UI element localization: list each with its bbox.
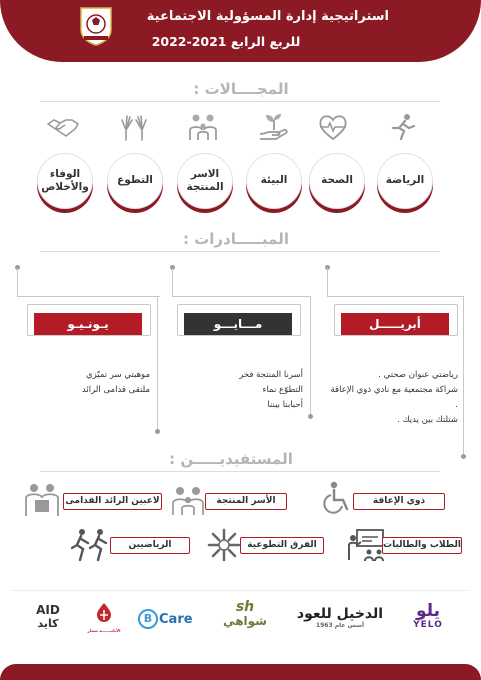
beneficiary-disabled: ذوي الإعاقة — [353, 493, 445, 510]
beneficiary-volunteer-teams: الفرق التطوعية — [240, 537, 324, 554]
beneficiary-productive-families: الأسر المنتجة — [205, 493, 287, 510]
timeline-line — [327, 268, 328, 296]
domain-environment: البيئة — [246, 153, 302, 209]
domain-sports: الرياضة — [377, 153, 433, 209]
list-item: أسرنا المنتجة فخر — [239, 370, 303, 380]
page-title: استراتيجية إدارة المسؤولية الاجتماعية — [146, 9, 389, 24]
list-item: رياضتي عنوان صحتي . — [378, 370, 458, 380]
beneficiary-veteran-players: لاعبين الرائد القدامى — [63, 493, 162, 510]
beneficiary-students: الطلاب والطالبات — [382, 537, 462, 554]
timeline-line — [463, 296, 464, 456]
classroom-icon — [347, 528, 385, 562]
divider — [40, 471, 440, 472]
list-item: التطوّع نماء — [262, 385, 303, 395]
athletes-icon — [70, 528, 112, 562]
aid-logo-arabic: كايد — [37, 617, 59, 630]
list-item: ملتقى قدامى الرائد — [81, 385, 150, 395]
timeline-dot — [461, 454, 466, 459]
beneficiaries-heading: المستفيديـــــن : — [169, 450, 293, 468]
initiative-list-june — [50, 368, 150, 398]
domain-volunteering: التطوع — [107, 153, 163, 209]
aldakheel-logo-text: الدخيل للعود — [296, 606, 384, 622]
timeline-line — [172, 296, 310, 297]
bcare-logo-mark: B — [138, 609, 158, 629]
sponsor-anakeel — [82, 602, 126, 633]
page-subtitle: للربع الرابع 2021-2022 — [151, 34, 301, 49]
timeline-line — [157, 296, 158, 431]
timeline-dot — [155, 429, 160, 434]
anakeel-logo-icon — [94, 602, 114, 624]
family-icon — [170, 484, 206, 516]
handshake-icon — [46, 112, 80, 142]
domain-loyalty: الوفاء والأخلاص — [37, 153, 93, 209]
divider — [40, 251, 440, 252]
beneficiary-athletes: الرياضيين — [110, 537, 190, 554]
yelo-logo-latin: YELO — [413, 620, 443, 630]
heartbeat-icon — [316, 112, 350, 142]
divider — [40, 101, 440, 102]
plant-hand-icon — [257, 112, 291, 142]
divider — [10, 590, 470, 591]
sponsor-yelo — [398, 602, 458, 630]
domain-health: الصحة — [309, 153, 365, 209]
list-item: شراكة مجتمعية مع نادي ذوي الإعاقة . — [330, 385, 458, 410]
runner-icon — [385, 112, 419, 142]
month-june: يـونـيـو — [34, 313, 142, 335]
bcare-logo-text: Care — [159, 611, 193, 627]
initiative-list-april — [330, 368, 458, 428]
club-logo-icon — [78, 6, 114, 46]
footer-banner — [0, 664, 481, 680]
aldakheel-tagline: أسس عام 1963 — [315, 622, 365, 629]
anakeel-logo-text: الأنانيــــــة سمار — [87, 628, 121, 633]
timeline-line — [172, 268, 173, 296]
timeline-line — [17, 296, 160, 297]
month-may: مـــايـــو — [184, 313, 292, 335]
sponsor-aldakheel — [290, 606, 390, 629]
timeline-line — [327, 296, 463, 297]
sponsor-aid — [26, 604, 70, 630]
wheelchair-icon — [320, 480, 356, 516]
timeline-line — [310, 296, 311, 416]
timeline-line — [17, 268, 18, 296]
list-item: شتلتك بين يديك . — [397, 415, 458, 425]
veteran-players-icon — [20, 482, 64, 518]
month-april: أبريـــــل — [341, 313, 449, 335]
list-item: أحبابنا بيننا — [267, 400, 303, 410]
sponsor-shawahi — [216, 600, 274, 628]
raised-hands-icon — [117, 112, 151, 142]
aid-logo-text: AID — [36, 603, 60, 617]
yelo-logo-text: يلو — [416, 601, 440, 621]
sponsor-bcare — [138, 609, 202, 629]
shawahi-logo-text: شواهي — [223, 614, 267, 628]
domains-heading: المجــــالات : — [193, 80, 289, 98]
domain-productive-families: الاسر المنتجة — [177, 153, 233, 209]
team-hands-icon — [206, 528, 242, 562]
initiative-list-may — [200, 368, 303, 413]
shawahi-logo-mark: sh — [235, 599, 255, 615]
list-item: موهبتي سر تميّزي — [85, 370, 150, 380]
family-icon — [186, 112, 220, 142]
initiatives-heading: المبـــــادرات : — [183, 230, 289, 248]
timeline-dot — [308, 414, 313, 419]
